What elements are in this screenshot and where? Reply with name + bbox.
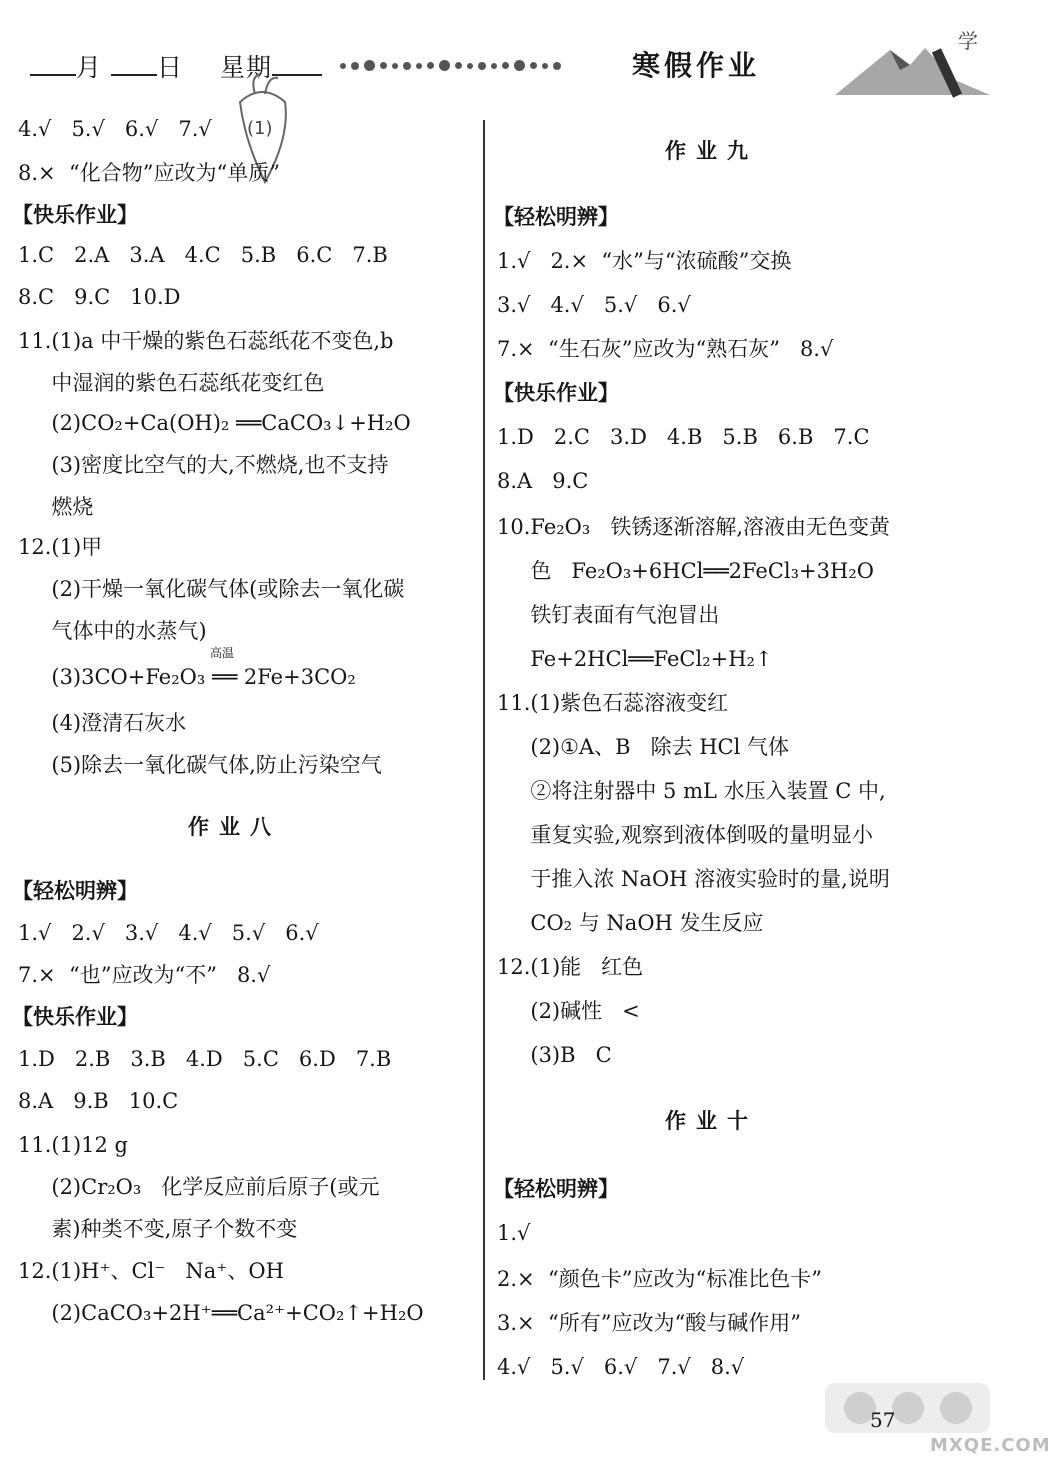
- answer-line: 3.× “所有”应改为“酸与碱作用”: [497, 1311, 801, 1335]
- answer-line: 色 Fe₂O₃+6HCl══2FeCl₃+3H₂O: [497, 559, 874, 583]
- answer-line: 12.(1)能 红色: [497, 955, 644, 979]
- answer-line: 11.(1)12 g: [18, 1133, 128, 1157]
- answer-line: 重复实验,观察到液体倒吸的量明显小: [497, 823, 874, 847]
- answer-line: 1.D 2.B 3.B 4.D 5.C 6.D 7.B: [18, 1047, 392, 1071]
- month-label: 月: [76, 53, 103, 82]
- answer-line: (3)密度比空气的大,不燃烧,也不支持: [18, 453, 389, 477]
- answer-line: (2)①A、B 除去 HCl 气体: [497, 735, 790, 759]
- section-label-easy: 【轻松明辨】: [493, 205, 619, 229]
- answer-line: CO₂ 与 NaOH 发生反应: [497, 911, 764, 935]
- answer-line: ②将注射器中 5 mL 水压入装置 C 中,: [497, 779, 886, 803]
- answer-line: (2)干燥一氧化碳气体(或除去一氧化碳: [18, 577, 405, 601]
- section-label-easy: 【轻松明辨】: [12, 879, 138, 903]
- answer-line: 1.D 2.C 3.D 4.B 5.B 6.B 7.C: [497, 425, 870, 449]
- answer-line: (4)澄清石灰水: [18, 711, 187, 735]
- month-blank: [30, 52, 76, 76]
- answer-line: 素)种类不变,原子个数不变: [18, 1217, 298, 1241]
- answer-line: 8.A 9.C: [497, 469, 589, 493]
- answer-line: (3)3CO+Fe₂O₃ ══ 2Fe+3CO₂: [18, 665, 356, 689]
- answer-line: 4.√ 5.√ 6.√ 7.√ 8.√: [497, 1355, 745, 1379]
- answer-line: 1.√ 2.× “水”与“浓硫酸”交换: [497, 249, 792, 273]
- answer-line: 12.(1)H⁺、Cl⁻ Na⁺、OH: [18, 1259, 284, 1283]
- answer-line: 1.√: [497, 1221, 531, 1245]
- answer-line: 10.Fe₂O₃ 铁锈逐渐溶解,溶液由无色变黄: [497, 515, 891, 539]
- answer-line: 2.× “颜色卡”应改为“标准比色卡”: [497, 1267, 822, 1291]
- section-label-happy: 【快乐作业】: [493, 381, 619, 405]
- section-label-happy: 【快乐作业】: [12, 203, 138, 227]
- high-temp-label: 高温: [210, 646, 235, 660]
- answer-line: 11.(1)紫色石蕊溶液变红: [497, 691, 729, 715]
- decorative-dots: [340, 60, 561, 71]
- answer-line: 7.× “也”应改为“不” 8.√: [18, 963, 271, 987]
- answer-line: 8.A 9.B 10.C: [18, 1089, 179, 1113]
- answer-line: (5)除去一氧化碳气体,防止污染空气: [18, 753, 382, 777]
- watermark-text: MXQE.COM: [930, 1435, 1051, 1456]
- answer-line: 燃烧: [18, 495, 94, 519]
- header-title: 寒假作业: [632, 49, 761, 82]
- weekday-label: 星期: [219, 53, 272, 82]
- column-divider: [483, 120, 485, 1380]
- svg-text:学: 学: [958, 29, 978, 53]
- answer-line: 12.(1)甲: [18, 535, 103, 559]
- page-number: 57: [870, 1408, 896, 1432]
- answer-line: 铁钉表面有气泡冒出: [497, 603, 720, 627]
- answer-line: 8.× “化合物”应改为“单质”: [18, 161, 280, 185]
- answer-line: 8.C 9.C 10.D: [18, 285, 181, 309]
- answer-line: 3.√ 4.√ 5.√ 6.√: [497, 293, 691, 317]
- answer-line: 1.C 2.A 3.A 4.C 5.B 6.C 7.B: [18, 243, 388, 267]
- answer-line: 1.√ 2.√ 3.√ 4.√ 5.√ 6.√: [18, 921, 319, 945]
- answer-line: (2)Cr₂O₃ 化学反应前后原子(或元: [18, 1175, 380, 1199]
- section-label-easy: 【轻松明辨】: [493, 1177, 619, 1201]
- assignment-title: 作业八: [188, 815, 281, 839]
- assignment-title: 作业十: [665, 1109, 758, 1133]
- answer-line: 中湿润的紫色石蕊纸花变红色: [18, 371, 325, 395]
- answer-line: Fe+2HCl══FeCl₂+H₂↑: [497, 647, 773, 671]
- answer-line: 气体中的水蒸气): [18, 619, 207, 643]
- answer-line: (2)CO₂+Ca(OH)₂ ══CaCO₃↓+H₂O: [18, 411, 411, 435]
- svg-text:(1): (1): [247, 118, 273, 139]
- section-label-happy: 【快乐作业】: [12, 1005, 138, 1029]
- answer-line: 于推入浓 NaOH 溶液实验时的量,说明: [497, 867, 890, 891]
- day-blank: [111, 52, 157, 76]
- answer-line: 4.√ 5.√ 6.√ 7.√: [18, 117, 212, 141]
- mountain-decoration-icon: [830, 20, 995, 110]
- day-label: 日: [156, 53, 183, 82]
- answer-line: (3)B C: [497, 1043, 612, 1067]
- answer-line: (2)CaCO₃+2H⁺══Ca²⁺+CO₂↑+H₂O: [18, 1301, 424, 1325]
- answer-line: 11.(1)a 中干燥的紫色石蕊纸花不变色,b: [18, 329, 394, 353]
- assignment-title: 作业九: [665, 139, 758, 163]
- answer-line: (2)碱性 <: [497, 999, 640, 1023]
- answer-line: 7.× “生石灰”应改为“熟石灰” 8.√: [497, 337, 834, 361]
